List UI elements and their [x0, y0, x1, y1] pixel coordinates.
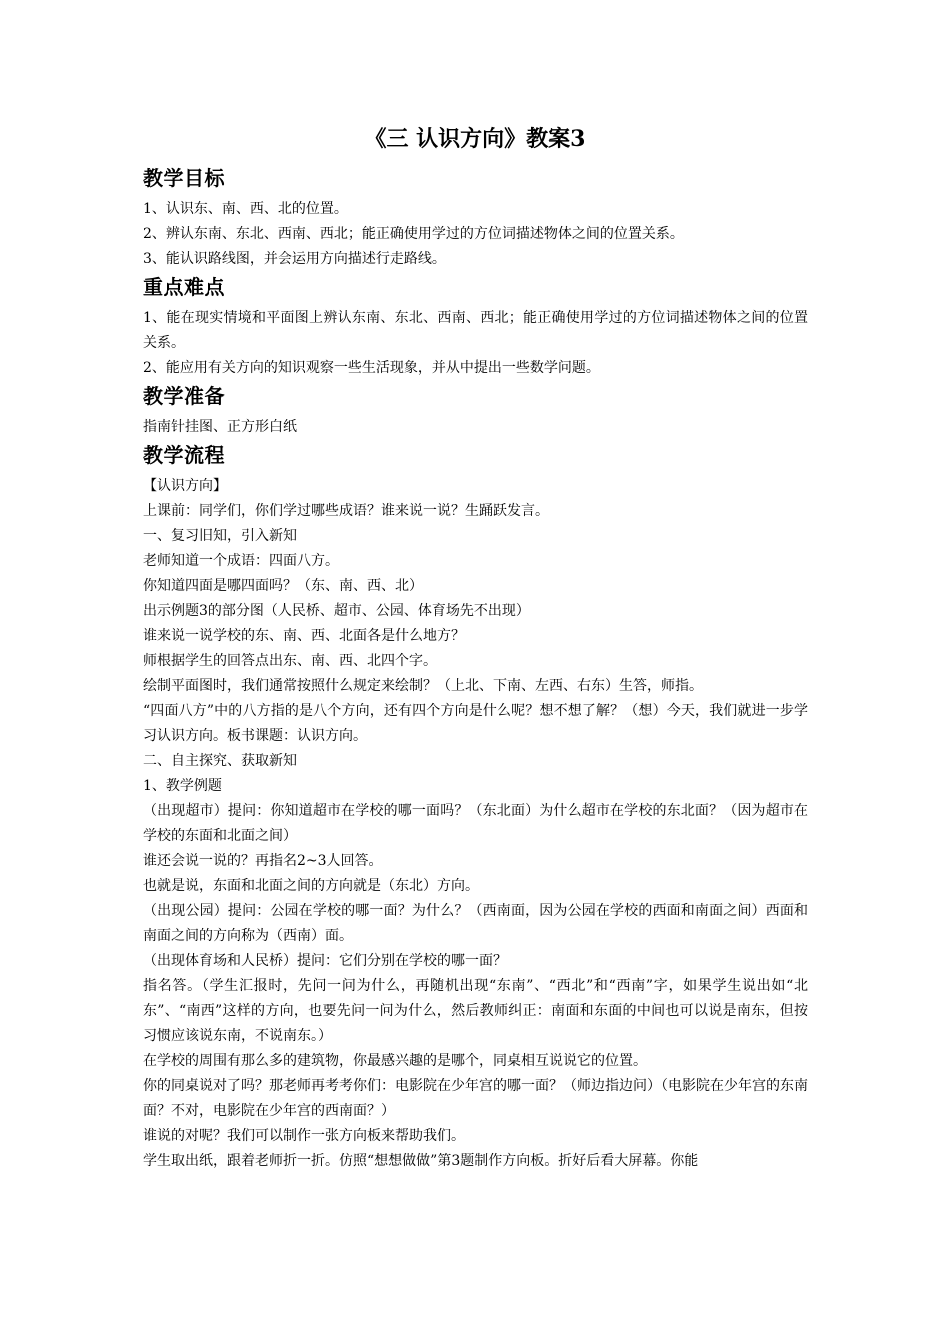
key-point-item: 2、能应用有关方向的知识观察一些生活现象，并从中提出一些数学问题。 [143, 360, 600, 376]
process-paragraph: 师根据学生的回答点出东、南、西、北四个字。 [143, 653, 437, 669]
process-paragraph: 学生取出纸，跟着老师折一折。仿照“想想做做”第3题制作方向板。折好后看大屏幕。你能 [143, 1153, 699, 1169]
preparation-item: 指南针挂图、正方形白纸 [143, 419, 297, 435]
process-paragraph: 绘制平面图时，我们通常按照什么规定来绘制？（上北、下南、左西、右东）生答，师指。 [143, 678, 703, 694]
section-heading-key-points: 重点难点 [143, 275, 225, 299]
process-paragraph: 上课前：同学们，你们学过哪些成语？谁来说一说？生踊跃发言。 [143, 503, 549, 519]
process-subheading: 1、教学例题 [143, 778, 222, 794]
process-paragraph: “四面八方”中的八方指的是八个方向，还有四个方向是什么呢？想不想了解？（想）今天，我们就进一步学习认识方向。板书课题：认识方向。 [143, 703, 808, 744]
process-step-heading: 一、复习旧知，引入新知 [143, 528, 297, 544]
process-step-heading: 二、自主探究、获取新知 [143, 753, 297, 769]
key-point-item: 1、能在现实情境和平面图上辨认东南、东北、西南、西北；能正确使用学过的方位词描述物体之间的位置关系。 [143, 310, 808, 351]
process-paragraph: 谁来说一说学校的东、南、西、北面各是什么地方？ [143, 628, 465, 644]
process-paragraph: 你的同桌说对了吗？那老师再考考你们：电影院在少年宫的哪一面？（师边指边问）（电影院在少年宫的东南面？不对，电影院在少年宫的西南面？） [143, 1078, 808, 1119]
process-paragraph: 在学校的周围有那么多的建筑物，你最感兴趣的是哪个，同桌相互说说它的位置。 [143, 1053, 647, 1069]
process-paragraph: （出现超市）提问：你知道超市在学校的哪一面吗？（东北面）为什么超市在学校的东北面？（因为超市在学校的东面和北面之间） [143, 803, 808, 844]
process-paragraph: 谁还会说一说的？再指名2~3人回答。 [143, 853, 383, 869]
process-paragraph: 出示例题3的部分图（人民桥、超市、公园、体育场先不出现） [143, 603, 530, 619]
process-paragraph: （出现公园）提问：公园在学校的哪一面？为什么？（西南面，因为公园在学校的西面和南面之间）西面和南面之间的方向称为（西南）面。 [143, 903, 808, 944]
document-body [143, 163, 808, 1174]
process-paragraph: 你知道四面是哪四面吗？（东、南、西、北） [143, 578, 423, 594]
process-paragraph: 指名答。（学生汇报时，先问一问为什么，再随机出现“东南”、“西北”和“西南”字，如果学生说出如“北东”、“南西”这样的方向，也要先问一问为什么，然后教师纠正：南面和东面的中间也可以说是南东，但按习惯应该说东南，不说南东。） [143, 978, 808, 1044]
process-paragraph: （出现体育场和人民桥）提问：它们分别在学校的哪一面？ [143, 953, 507, 969]
process-paragraph: 老师知道一个成语：四面八方。 [143, 553, 339, 569]
objective-item: 2、辨认东南、东北、西南、西北；能正确使用学过的方位词描述物体之间的位置关系。 [143, 226, 684, 242]
process-subheading: 【认识方向】 [143, 478, 227, 494]
objective-item: 1、认识东、南、西、北的位置。 [143, 201, 348, 217]
process-paragraph: 谁说的对呢？我们可以制作一张方向板来帮助我们。 [143, 1128, 465, 1144]
objective-item: 3、能认识路线图，并会运用方向描述行走路线。 [143, 251, 446, 267]
section-heading-preparation: 教学准备 [143, 384, 225, 408]
document-title: 《三 认识方向》教案3 [364, 126, 586, 152]
process-paragraph: 也就是说，东面和北面之间的方向就是（东北）方向。 [143, 878, 479, 894]
section-heading-process: 教学流程 [143, 443, 225, 467]
section-heading-objectives: 教学目标 [143, 166, 225, 190]
